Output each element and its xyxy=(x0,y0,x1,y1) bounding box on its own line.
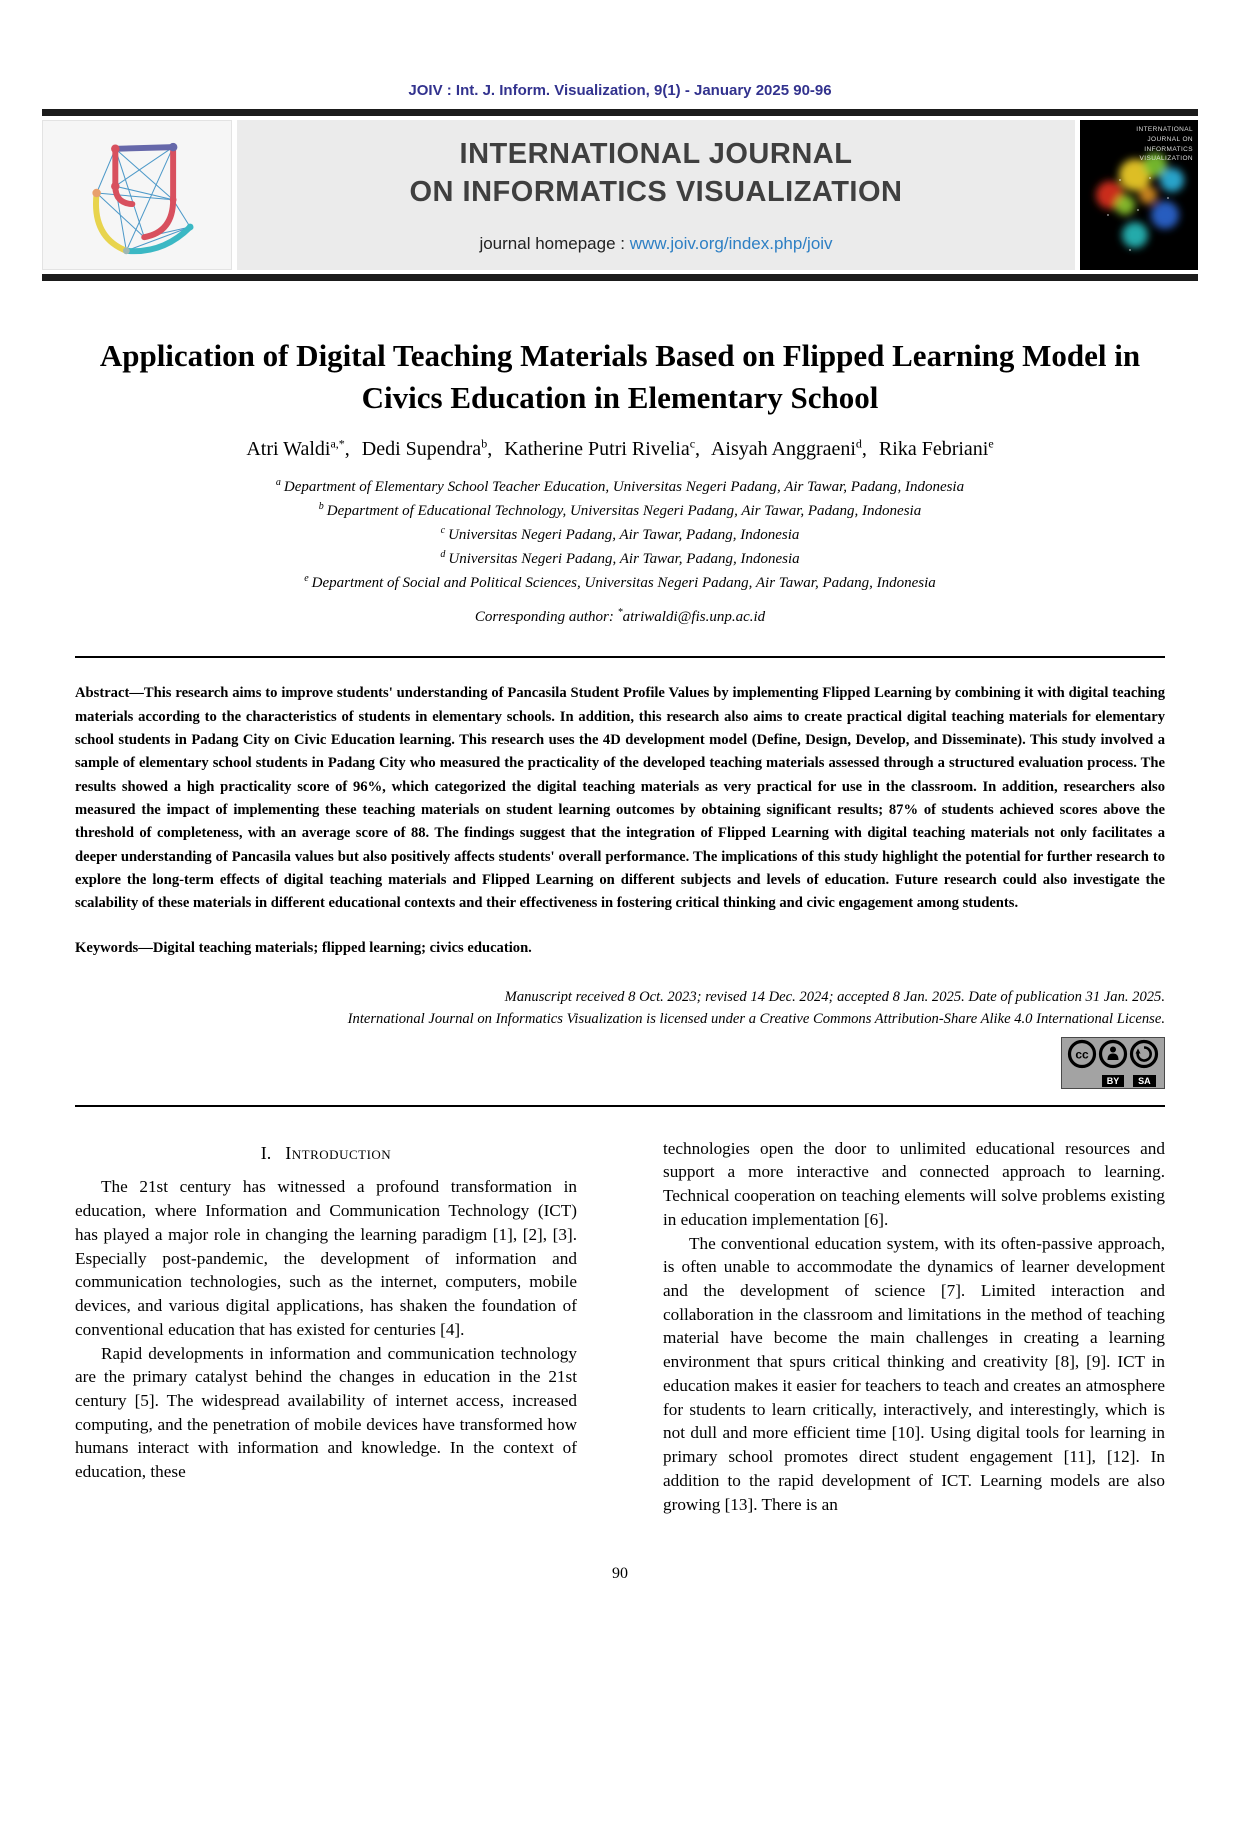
affiliation: $^c$ Universitas Negeri Padang, Air Tawar, Padang, Indonesia xyxy=(440,525,800,544)
author: Aisyah Anggraeni$^d$, xyxy=(710,436,867,461)
cc-icon xyxy=(1067,1039,1097,1074)
homepage-link[interactable]: www.joiv.org/index.php/joiv xyxy=(629,233,833,253)
paragraph: The conventional education system, with its often-passive approach, is often unable to accommodate the dynamics of learner development and the development of science [7]. Limited interaction and collaboration in the classroom and limitations in the method of teaching material have become the main challenges in creating a learning environment that spurs critical thinking and creativity [8], [9]. ICT in education makes it easier for teachers to teach and creates an atmosphere for students to learn critically, interactively, and interestingly, which is not dull and more efficient time [10]. Using digital tools for learning in primary school promotes direct student engagement [11], [12]. In addition to the rapid development of ICT. Learning models are also growing [13]. There is an xyxy=(663,1233,1165,1514)
page-title: Application of Digital Teaching Materials Based on Flipped Learning Model in Civics Education in Elementary School xyxy=(99,338,1141,415)
homepage-label: journal homepage : xyxy=(479,233,630,253)
manuscript-history: Manuscript received 8 Oct. 2023; revised 14 Dec. 2024; accepted 8 Jan. 2025. Date of publication 31 Jan. 2025. International Journal on Informatics Visualization is licensed under a Creative Commons Attribution-Share Alike 4.0 International License. xyxy=(347,988,1165,1027)
cc-by-sa-license-badge[interactable] xyxy=(1061,1037,1165,1089)
banner-center xyxy=(237,120,1075,270)
author: Katherine Putri Rivelia$^c$, xyxy=(504,436,701,461)
journal-logo xyxy=(42,120,232,270)
section-heading-introduction: I. Introduction xyxy=(260,1142,392,1163)
cc-sa-arrow-icon xyxy=(1129,1039,1159,1074)
cc-by-label: BY xyxy=(1102,1075,1125,1087)
left-column xyxy=(75,1137,577,1517)
cover-caption: INTERNATIONAL JOURNAL ON INFORMATICS VISUALIZATION xyxy=(1136,126,1193,163)
affiliation: $^d$ Universitas Negeri Padang, Air Tawar, Padang, Indonesia xyxy=(440,549,800,568)
author: Atri Waldi$^{a,*}$, xyxy=(246,436,350,461)
journal-cover-thumbnail xyxy=(1080,120,1198,270)
affiliation: $^e$ Department of Social and Political Sciences, Universitas Negeri Padang, Air Tawar, Padang, Indonesia xyxy=(304,573,936,592)
author: Rika Febriani$^e$ xyxy=(878,436,994,461)
affiliation: $^a$ Department of Elementary School Teacher Education, Universitas Negeri Padang, Air Tawar, Padang, Indonesia xyxy=(275,477,965,496)
right-column xyxy=(663,1137,1165,1517)
divider xyxy=(75,656,1165,658)
affiliation: $^b$ Department of Educational Technology, Universitas Negeri Padang, Air Tawar, Padang, Indonesia xyxy=(318,501,922,520)
divider xyxy=(75,1105,1165,1107)
abstract-text: Abstract—This research aims to improve students' understanding of Pancasila Student Profile Values by implementing Flipped Learning by combining it with digital teaching materials according to the characteristics of students in elementary schools. In addition, this research also aims to create practical digital teaching materials for elementary school students in Padang City on Civic Education learning. This research uses the 4D development model (Define, Design, Develop, and Disseminate). This study involved a sample of elementary school students in Padang City who measured the practicality of the developed teaching materials assessed through a structured evaluation process. The results showed a high practicality score of 96%, which categorized the digital teaching materials as very practical for use in the classroom. In addition, researchers also measured the impact of implementing these teaching materials on student learning outcomes by obtaining significant results; 87% of students achieved scores above the threshold of completeness, with an average score of 88. The findings suggest that the integration of Flipped Learning with digital teaching materials not only facilitates a deeper understanding of Pancasila values but also positively affects students' overall performance. The implications of this study highlight the potential for further research to explore the long-term effects of digital teaching materials and Flipped Learning on different subjects and levels of education. Future research could also investigate the scalability of these materials in different educational contexts and their effectiveness in fostering critical thinking and civic engagement among students. xyxy=(75,685,1165,912)
page-number: 90 xyxy=(612,1565,628,1582)
banner-bottom-rule xyxy=(42,274,1198,281)
author: Dedi Supendra$^b$, xyxy=(361,436,493,461)
joiv-j-logo-icon xyxy=(62,125,212,266)
affiliation-list xyxy=(0,475,1240,595)
paragraph: The 21st century has witnessed a profound transformation in education, where Information and Communication Technology (ICT) has played a major role in changing the learning paradigm [1], [2], [3]. Especially post-pandemic, the development of information and communication technologies, such as the internet, computers, mobile devices, and various digital applications, has shaken the foundation of conventional education that has existed for centuries [4]. xyxy=(75,1177,577,1339)
keywords-text: Keywords—Digital teaching materials; flipped learning; civics education. xyxy=(75,939,532,956)
corresponding-author-line: Corresponding author: *atriwaldi@fis.unp.ac.id xyxy=(474,607,766,626)
journal-title: INTERNATIONAL JOURNAL ON INFORMATICS VISUALIZATION xyxy=(409,138,903,208)
journal-homepage-line xyxy=(479,234,832,254)
cc-by-person-icon xyxy=(1098,1039,1128,1074)
author-list xyxy=(0,437,1240,462)
running-head: JOIV : Int. J. Inform. Visualization, 9(1) - January 2025 90-96 xyxy=(408,82,832,99)
journal-banner xyxy=(42,109,1198,281)
cc-sa-label: SA xyxy=(1133,1075,1156,1087)
article-body xyxy=(75,1137,1165,1517)
svg-text:cc: cc xyxy=(1074,1047,1089,1062)
corresponding-email-link[interactable]: atriwaldi@fis.unp.ac.id xyxy=(622,609,766,626)
banner-top-rule xyxy=(42,109,1198,116)
paragraph: technologies open the door to unlimited educational resources and support a more interactive and connected approach to learning. Technical cooperation on teaching elements will solve problems existing in education implementation [6]. xyxy=(663,1138,1165,1229)
paragraph: Rapid developments in information and communication technology are the primary catalyst behind the changes in education in the 21st century [5]. The widespread availability of internet access, increased computing, and the penetration of mobile devices have transformed how humans interact with information and knowledge. In the context of education, these xyxy=(75,1343,577,1482)
